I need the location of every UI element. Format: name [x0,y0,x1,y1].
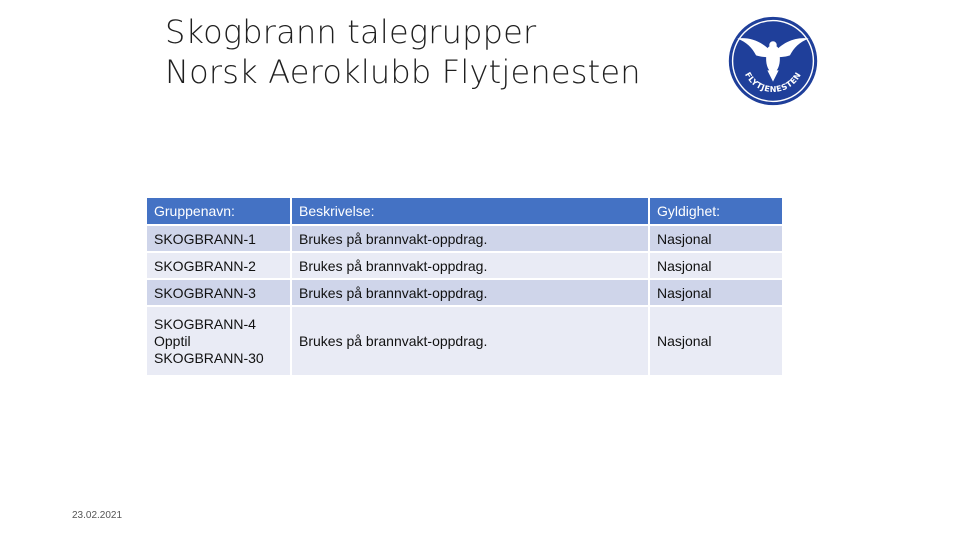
cell-beskrivelse: Brukes på brannvakt-oppdrag. [291,225,649,252]
table-row [146,252,783,279]
slide-title [165,12,641,92]
eagle-emblem-icon [726,14,820,108]
table-header-row [146,197,783,225]
cell-gruppenavn: SKOGBRANN-4 Opptil SKOGBRANN-30 [146,306,291,376]
table-row [146,279,783,306]
title-line-1: Skogbrann talegrupper [165,13,537,51]
table-row [146,225,783,252]
cell-beskrivelse: Brukes på brannvakt-oppdrag. [291,306,649,376]
header-beskrivelse: Beskrivelse: [291,197,649,225]
cell-gyldighet: Nasjonal [649,225,783,252]
flytjenesten-logo [726,14,820,108]
table-row [146,306,783,376]
header-gruppenavn: Gruppenavn: [146,197,291,225]
cell-gyldighet: Nasjonal [649,252,783,279]
slide-date: 23.02.2021 [72,510,123,521]
cell-beskrivelse: Brukes på brannvakt-oppdrag. [291,279,649,306]
talegrupper-table [145,196,784,377]
title-line-2: Norsk Aeroklubb Flytjenesten [165,53,641,91]
cell-beskrivelse: Brukes på brannvakt-oppdrag. [291,252,649,279]
header-gyldighet: Gyldighet: [649,197,783,225]
cell-gyldighet: Nasjonal [649,306,783,376]
cell-gruppenavn: SKOGBRANN-2 [146,252,291,279]
cell-gruppenavn: SKOGBRANN-1 [146,225,291,252]
cell-gruppenavn: SKOGBRANN-3 [146,279,291,306]
logo-text: FLYTJENESTEN [743,70,803,95]
cell-gyldighet: Nasjonal [649,279,783,306]
